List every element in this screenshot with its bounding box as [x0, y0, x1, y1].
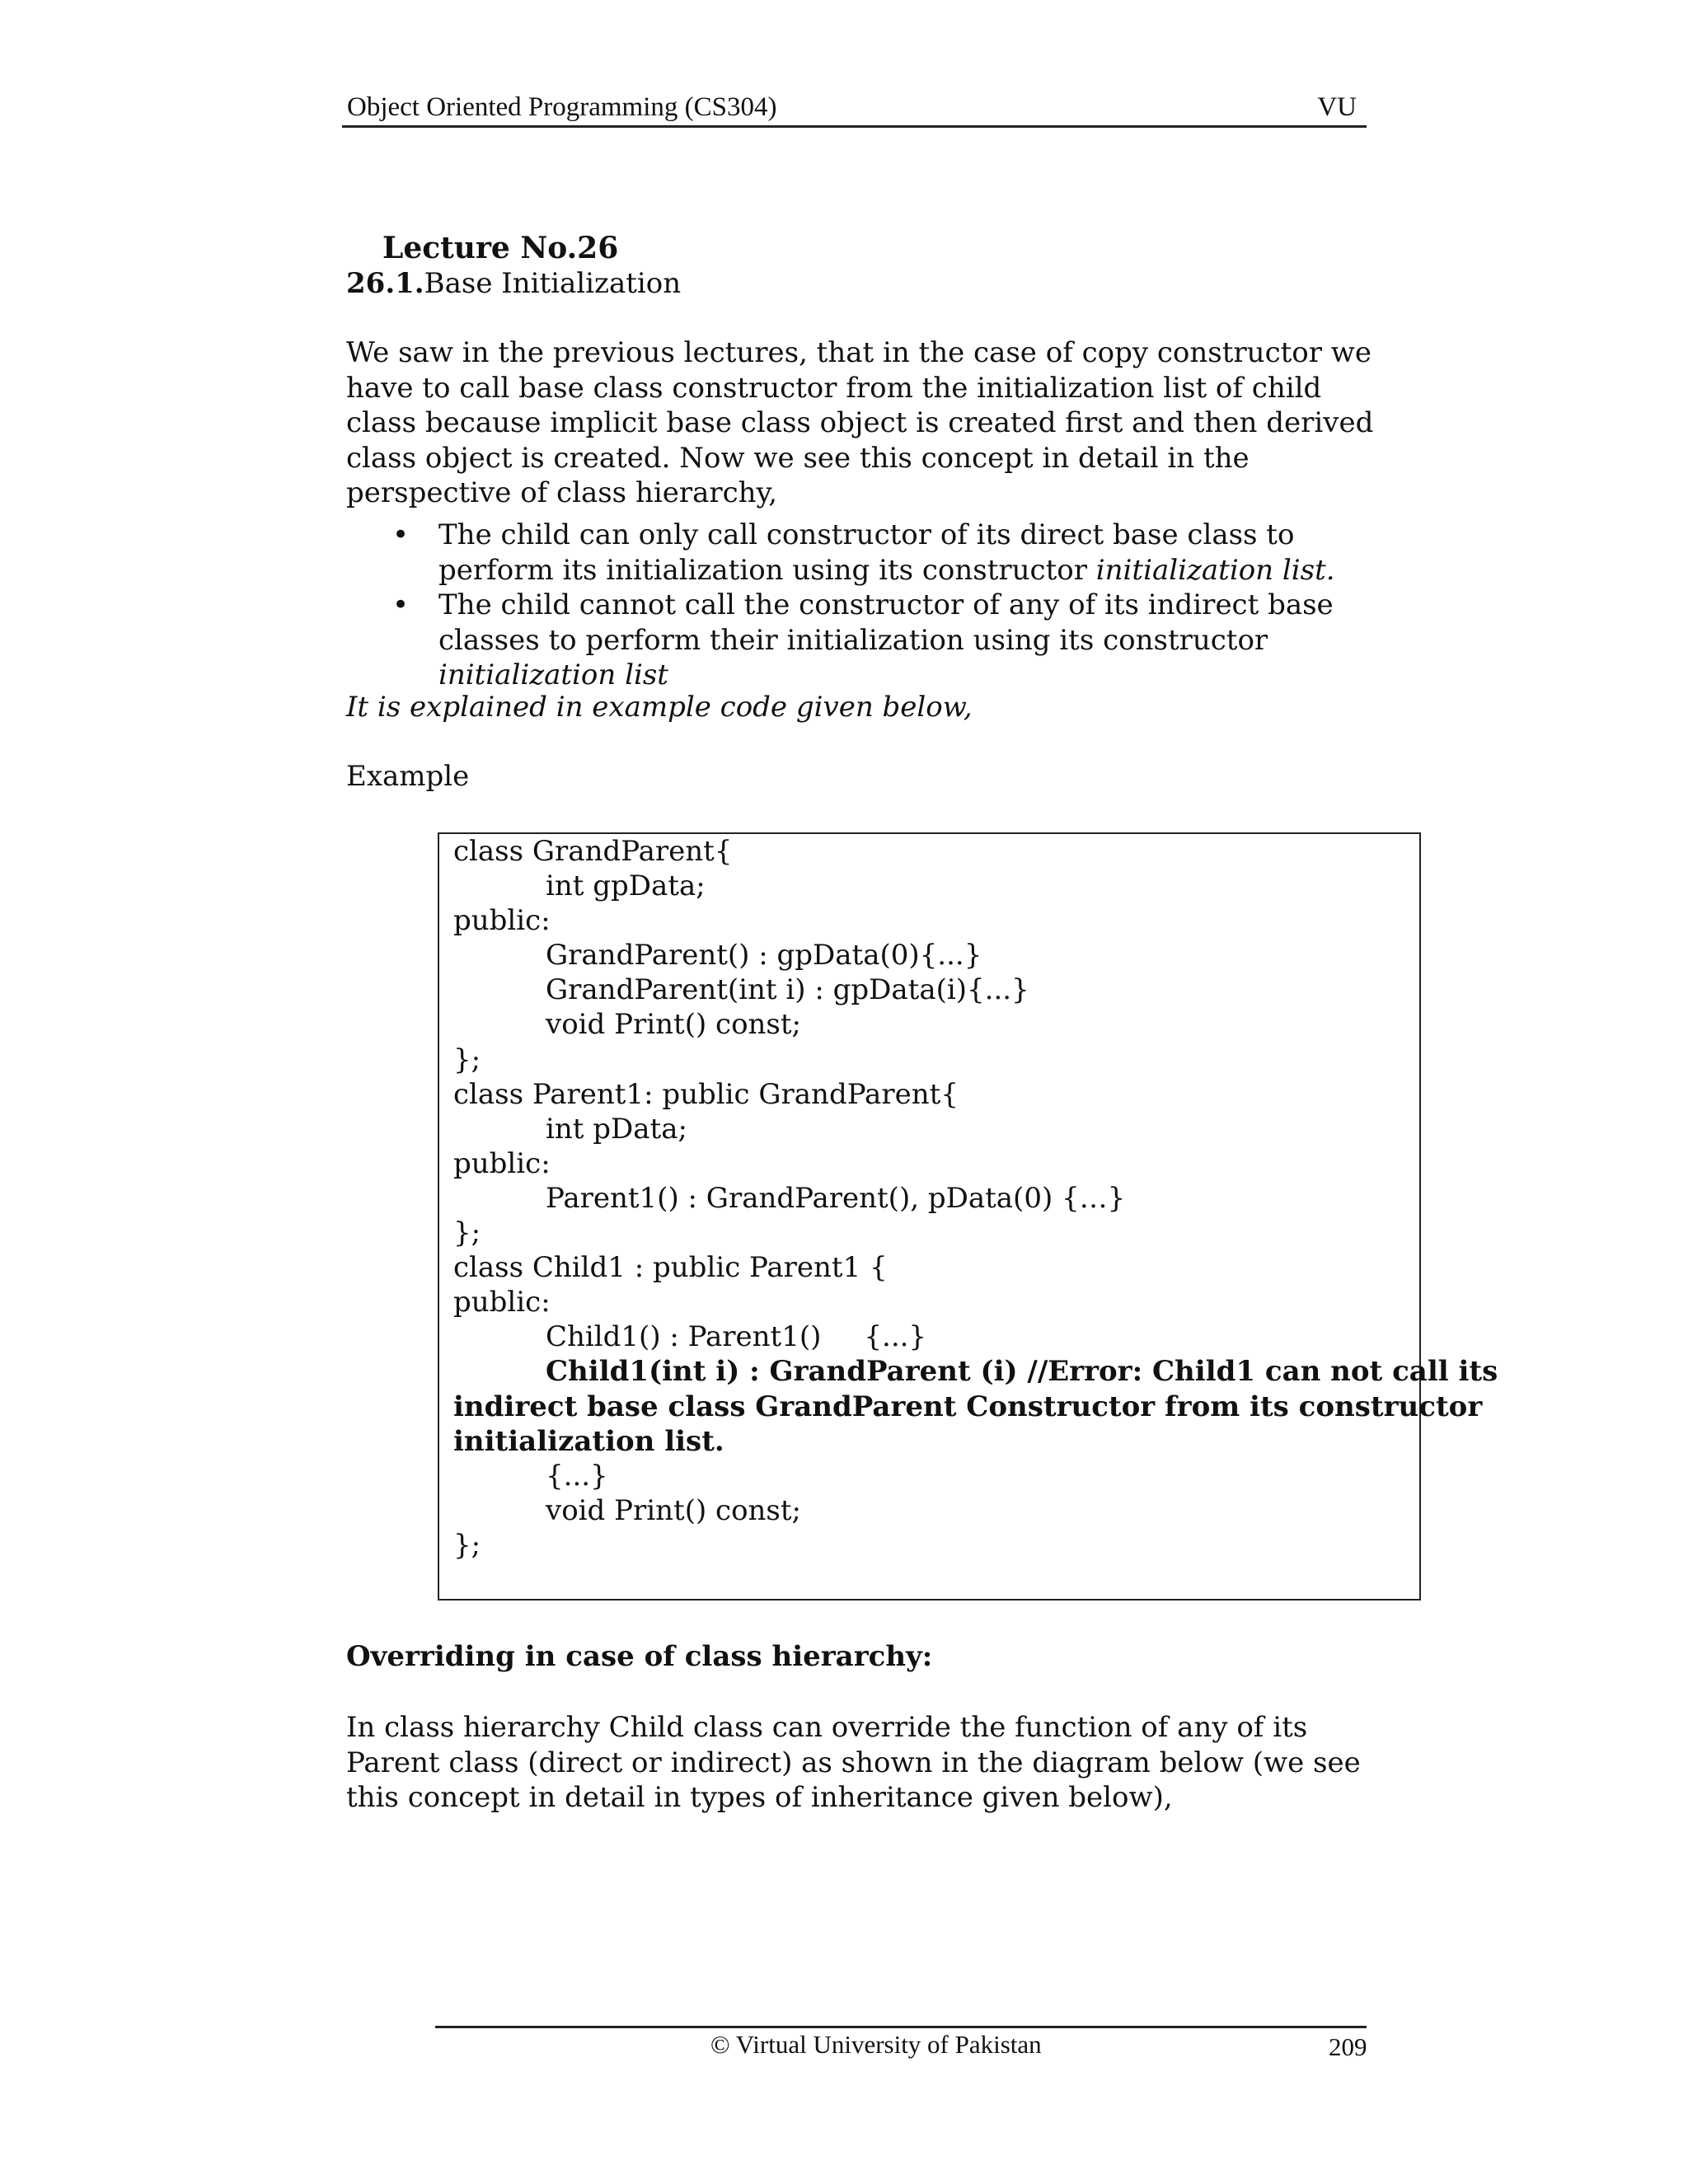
bullet-icon: •: [392, 588, 410, 621]
lecture-title: Lecture No.26: [382, 231, 619, 265]
bullet-item: [387, 588, 1401, 693]
overriding-heading: Overriding in case of class hierarchy:: [346, 1640, 933, 1673]
code-fragment: Child1() : Parent1(): [546, 1320, 822, 1354]
bullet-text: The child cannot call the constructor of any of its indirect base classes to perform their initialization using its constructor: [438, 588, 1334, 657]
section-number: 26.1.: [346, 267, 424, 300]
code-line-error: Child1(int i) : GrandParent (i) //Error: Child1 can not call its: [546, 1355, 1498, 1389]
code-example-box: [438, 832, 1498, 1601]
example-label: Example: [346, 760, 470, 793]
institution-abbrev: VU: [1317, 92, 1357, 122]
bullet-italic-text: initialization list: [438, 658, 668, 691]
bullet-list: [387, 518, 1401, 693]
section-name: Base Initialization: [424, 267, 682, 300]
footer-divider: [435, 2026, 1367, 2028]
code-line: {...}: [546, 1459, 608, 1493]
code-fragment: {...}: [864, 1320, 927, 1354]
code-line: int pData;: [546, 1112, 687, 1146]
page-number: 209: [1329, 2032, 1367, 2061]
explained-line: It is explained in example code given below,: [346, 691, 973, 724]
code-line: public:: [453, 1286, 551, 1319]
code-line: Parent1() : GrandParent(), pData(0) {…}: [546, 1181, 1126, 1215]
bullet-text: The child can only call constructor of its direct base class to perform its initialization using its constructor: [438, 518, 1295, 587]
code-line: GrandParent(int i) : gpData(i){...}: [546, 973, 1029, 1007]
code-line: public:: [453, 1146, 551, 1180]
section-title: [346, 267, 681, 300]
course-title: Object Oriented Programming (CS304): [347, 92, 777, 122]
code-line: void Print() const;: [546, 1493, 802, 1527]
code-line: [453, 1319, 1409, 1354]
code-line-error: initialization list.: [453, 1424, 724, 1458]
code-line: GrandParent() : gpData(0){...}: [546, 939, 982, 972]
code-line: };: [453, 1528, 481, 1562]
code-line: void Print() const;: [546, 1008, 802, 1042]
code-line: int gpData;: [546, 869, 706, 903]
bullet-icon: •: [392, 518, 410, 551]
overriding-paragraph: In class hierarchy Child class can override the function of any of its Parent class (direct or indirect) as shown in the diagram below (we see this concept in detail in types of inheritance given below),: [346, 1711, 1361, 1814]
code-line: class GrandParent{: [453, 835, 733, 868]
code-lines: [453, 834, 1498, 1563]
code-line-error: indirect base class GrandParent Constructor from its constructor: [453, 1390, 1483, 1423]
page-header: [342, 89, 1367, 128]
code-line: class Child1 : public Parent1 {: [453, 1251, 888, 1285]
footer-copyright: © Virtual University of Pakistan: [710, 2030, 1042, 2059]
intro-paragraph: We saw in the previous lectures, that in the case of copy constructor we have to call base class constructor from the initialization list of child class because implicit base class object is created first and then derived class object is created. Now we see this concept in detail in the perspective of class hierarchy,: [346, 336, 1374, 509]
code-line: class Parent1: public GrandParent{: [453, 1077, 959, 1111]
bullet-item: [387, 518, 1401, 588]
code-line: };: [453, 1043, 481, 1076]
code-line: };: [453, 1216, 481, 1250]
bullet-italic-text: initialization list.: [1095, 553, 1335, 587]
code-line: public:: [453, 904, 551, 938]
